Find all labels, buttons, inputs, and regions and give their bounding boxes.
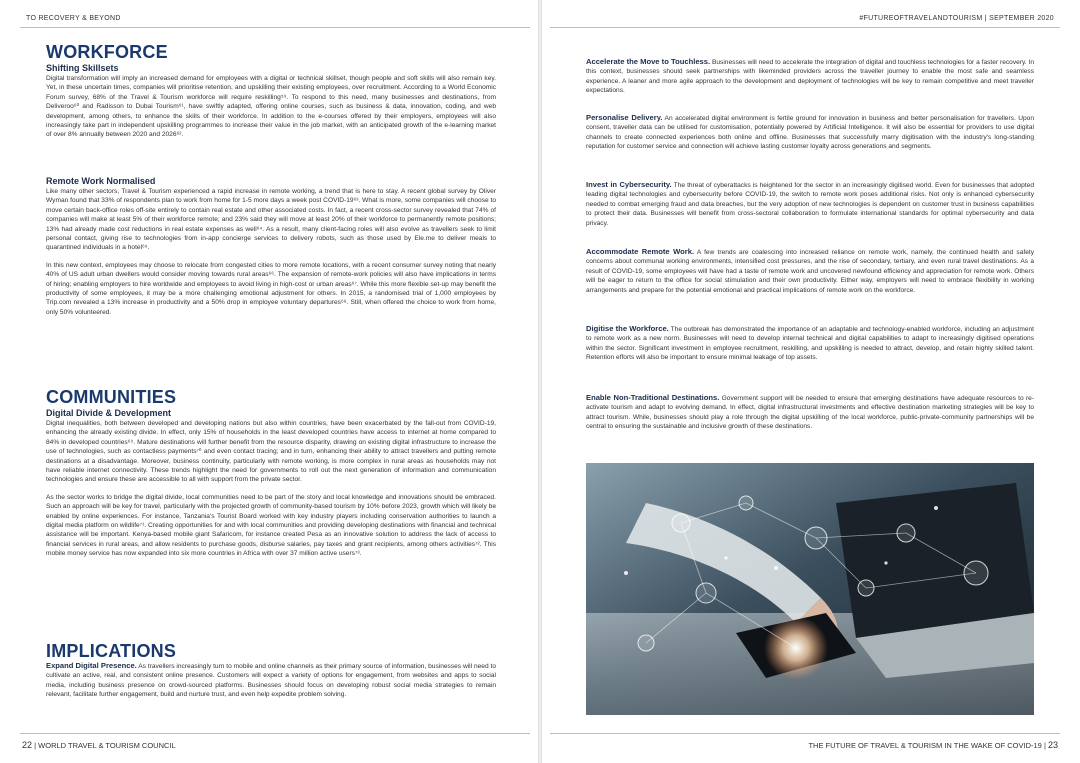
paragraph-remote-work-2: In this new context, employees may choose to relocate from congested cities to more remote locations, with a recent consumer survey noting that nearly 40% of US adult urban dwellers would consider moving towards rural areas⁶⁶. The expansion of remote-work policies will also have implications in terms of hiring; enabling employers to hire worldwide and employees to avoid living in high-cost or urban areas⁶⁷. While this more flexible set-up may benefit the productivity of some employees, it may be a more challenging emotional adjustment for others. In 2015, a randomised trial of 1,000 employees by Trip.com revealed a 13% increase in productivity and a 50% drop in employee voluntary departures⁶⁸. Still, when offered the choice to work from home, only 50% volunteered. [46, 261, 496, 316]
lead-expand-digital-presence: Expand Digital Presence. [46, 661, 137, 670]
lead-cybersecurity: Invest in Cybersecurity. [586, 180, 672, 189]
item-personalise [586, 113, 1034, 152]
footer-separator: | [34, 741, 37, 750]
item-touchless [586, 57, 1034, 96]
lead-remote-work: Accommodate Remote Work. [586, 247, 695, 256]
text-digitise-workforce: The outbreak has demonstrated the importance of an adaptable and technology-enabled workforce, including an adjustment to remote work as a new norm. Businesses will need to develop internal technical and digital capabilities to adapt to increasingly digitised operations within the sector. Significant investment in employee recruitment, reskilling, and upskilling is needed to attract, develop, and retain highly skilled talent. Retention efforts will also be important to ensure minimal leakage of top assets. [586, 326, 1034, 362]
footer-title: THE FUTURE OF TRAVEL & TOURISM IN THE WAKE OF COVID-19 [808, 741, 1042, 750]
node-icon [964, 561, 988, 585]
node-icon [805, 527, 827, 549]
lead-digitise-workforce: Digitise the Workforce. [586, 324, 669, 333]
text-cybersecurity: The threat of cyberattacks is heightened for the sector in an increasingly digitised world. Even for businesses that adopted leading digital technologies and cybersecurity before COVID-19, the switch to remote work poses additional risks. Not only is enhanced cybersecurity needed to combat emerging fraud and data breaches, but the very adoption of new technologies is dependent on customer trust in business capabilities to protect their data. Businesses will benefit from cross-sectoral collaboration to formulate international standards for optimal cybersecurity and data privacy. [586, 182, 1034, 227]
remote-work-section [46, 175, 496, 317]
node-icon [638, 635, 654, 651]
footer-left [22, 740, 176, 750]
left-page [0, 0, 538, 763]
paragraph-shifting-skillsets: Digital transformation will imply an increased demand for employees with a digital or technical skillset, though people and soft skills will also remain key. Yet, in these uncertain times, companies will prioritise retention, and upskilling their existing employees, over recruitment. According to a World Economic Forum survey, 68% of the Travel & Tourism workforce will require reskilling⁵⁹. To respond to this need, many businesses and destinations, from Deliveroo⁶⁰ and Radisson to Dubai Tourism⁶¹, have swiftly adapted, offering online courses, such as business & data, innovation, coding, and web development, among others, to enhance the skills of their workforce. In addition to the e-courses offered by their employers, employees will also increasingly take part in independent upskilling programmes to increase their value in the job market, with an anticipated growth of the e-learning market of over 8% annually between 2020 and 2026⁶². [46, 75, 496, 139]
communities-section [46, 388, 496, 559]
item-cybersecurity [586, 180, 1034, 228]
footer-rule [20, 733, 530, 734]
section-title-implications: IMPLICATIONS [46, 641, 177, 661]
section-title-workforce: WORKFORCE [46, 42, 168, 62]
item-remote-work [586, 247, 1034, 295]
implications-section [46, 642, 496, 700]
footer-title: WORLD TRAVEL & TOURISM COUNCIL [38, 741, 176, 750]
paragraph-expand-digital-presence [46, 661, 496, 700]
running-head: TO RECOVERY & BEYOND [26, 15, 121, 22]
text-remote-work: A few trends are coalescing into increased reliance on remote work, namely, the continued health and safety concerns about communal working environments, intensified cost pressures, and the rise of secondary, tertiary, and even rural travel destinations. As a result of COVID-19, some employees will have had a taste of remote work and uncovered newfound efficiency and appreciation for remote work. Others will be eager to return to the office for social stimulation and their own productivity. Either way, employers will need to embrace flexibility in working arrangements and prepare for the potential emotional and practical implications of remote work on the workforce. [586, 249, 1034, 294]
header-rule [550, 27, 1060, 28]
header-rule [20, 27, 530, 28]
running-head: #FUTUREOFTRAVELANDTOURISM | SEPTEMBER 2020 [859, 15, 1054, 22]
footer-rule [550, 733, 1060, 734]
paragraph-remote-work-1: Like many other sectors, Travel & Tourism experienced a rapid increase in remote working, a trend that is here to stay. A recent global survey by Oliver Wyman found that 33% of respondents plan to work from home for 1-5 more days a week post COVID-19⁶³. What is more, some companies will choose to move certain back-office roles off-site entirely to contain real estate and other associated costs. In fact, a recent cross-sector survey revealed that 74% of companies will make at least 5% of their workforce remote; and 23% said they will move at least 20% of their workforce to permanently remote positions; 13% had already made cost reductions in real estate expenses as well⁶⁴. As a result, many client-facing roles will also evolve as travellers seek to limit personal contact, giving rise to technologies from in-app concierge services to delivery robots, such as those used by Ele.me to deliver meals to quarantined individuals in a hotel⁶⁵. [46, 188, 496, 252]
right-page [542, 0, 1080, 763]
footer-right [808, 740, 1058, 750]
paragraph-digital-divide-2: As the sector works to bridge the digital divide, local communities need to be part of the story and local knowledge and innovations should be embraced. Such an approach will be key for travel, particularly with the projected growth of community-based tourism by 10% before 2023, growth which will likely be enabled by online experiences. For instance, Tanzania's Tourist Board worked with key industry players including conservation authorities to launch a digital media platform on wildlife⁷¹. Creating opportunities for and with local communities and providing developing destinations with financial and technical assistance will be important. Kenya-based mobile giant Safaricom, for instance created Pesa as an innovative solution to address the lack of access to financial services in rural areas, and allow residents to purchase goods, disburse salaries, pay taxes and grant recipients, among others activities⁷². This mobile money service has now expanded into six more countries in Africa with over 37 million active users⁷³. [46, 493, 496, 558]
page-number: 22 [22, 740, 33, 750]
text-non-traditional: Government support will be needed to ensure that emerging destinations have adequate resources to re-activate tourism and adapt to evolving demand. In effect, digital infrastructural investments and effective destination marketing strategies will be key to attract tourism. While, businesses should play a role through the digital upskilling of the local workforce, public-private-community partnerships will be central to ensuring the sustainable and inclusive growth of these destinations. [586, 395, 1034, 431]
text-personalise: An accelerated digital environment is fertile ground for innovation in business and better personalisation for travellers. Upon consent, traveller data can be utilised for customisation, potentially powered by Artificial Intelligence. It will also be essential for providers to use digital channels to create connected experiences both online and offline. Businesses that successfully marry digitisation with the industry's long-standing reputation for customer service and connection will achieve lasting customer loyalty across generations and segments. [586, 115, 1035, 151]
lead-non-traditional: Enable Non-Traditional Destinations. [586, 393, 720, 402]
subheading-digital-divide: Digital Divide & Development [46, 408, 172, 418]
photo-smartphone-laptop [586, 463, 1034, 715]
node-icon [897, 524, 915, 542]
node-icon [696, 583, 716, 603]
node-icon [739, 496, 753, 510]
item-non-traditional [586, 393, 1034, 432]
workforce-section [46, 43, 496, 140]
node-icon [672, 514, 690, 532]
footer-separator: | [1043, 741, 1046, 750]
section-title-communities: COMMUNITIES [46, 387, 177, 407]
lead-touchless: Accelerate the Move to Touchless. [586, 57, 711, 66]
node-icon [858, 580, 874, 596]
page-number: 23 [1047, 740, 1058, 750]
text-expand-digital-presence: As travellers increasingly turn to mobile and online channels as their primary source of information, businesses will need to cultivate an active, real, and consistent online presence. Customers will expect a variety of options for engagement, from websites and apps to social media, including business presence on crowd-sourced platforms. Businesses should focus on developing robust social media strategies to remain relevant, facilitate further engagement, build and nurture trust, and even help expedite problem solving. [46, 663, 496, 699]
subheading-remote-work: Remote Work Normalised [46, 176, 156, 186]
text-touchless: Businesses will need to accelerate the integration of digital and touchless technologies for a faster recovery. In this context, businesses should seek partnerships with likeminded providers across the traveller journey to enable the most safe and seamless experience. A leaner and more agile approach to the development and deployment of technologies will be key to remain competitive and meet traveller expectations. [586, 59, 1034, 95]
lead-personalise: Personalise Delivery. [586, 113, 663, 122]
paragraph-digital-divide-1: Digital inequalities, both between developed and developing nations but also within countries, have been exacerbated by the fall-out from COVID-19, enhancing the already existing divide. In effect, only 15% of households in the least developed countries have access to internet at home compared to 84% in developed countries⁶⁹. Mature destinations will further benefit from the resource disparity, drawing on existing digital infrastructure to increase the use of technologies, such as contactless payments⁷⁰ and even contact tracing; and in turn, enhancing their ability to attract travellers and putting remote destinations at a disadvantage. Moreover, business continuity, particularly with remote working, is more complex in rural areas as households may not have reliable internet connectivity. These trends highlight the need for governments to roll out the next generation of information and communication technologies and ensure these are accessible to all with support from the private sector. [46, 420, 496, 484]
item-digitise-workforce [586, 324, 1034, 363]
subheading-shifting-skillsets: Shifting Skillsets [46, 63, 119, 73]
laptop-screen [836, 483, 1034, 638]
